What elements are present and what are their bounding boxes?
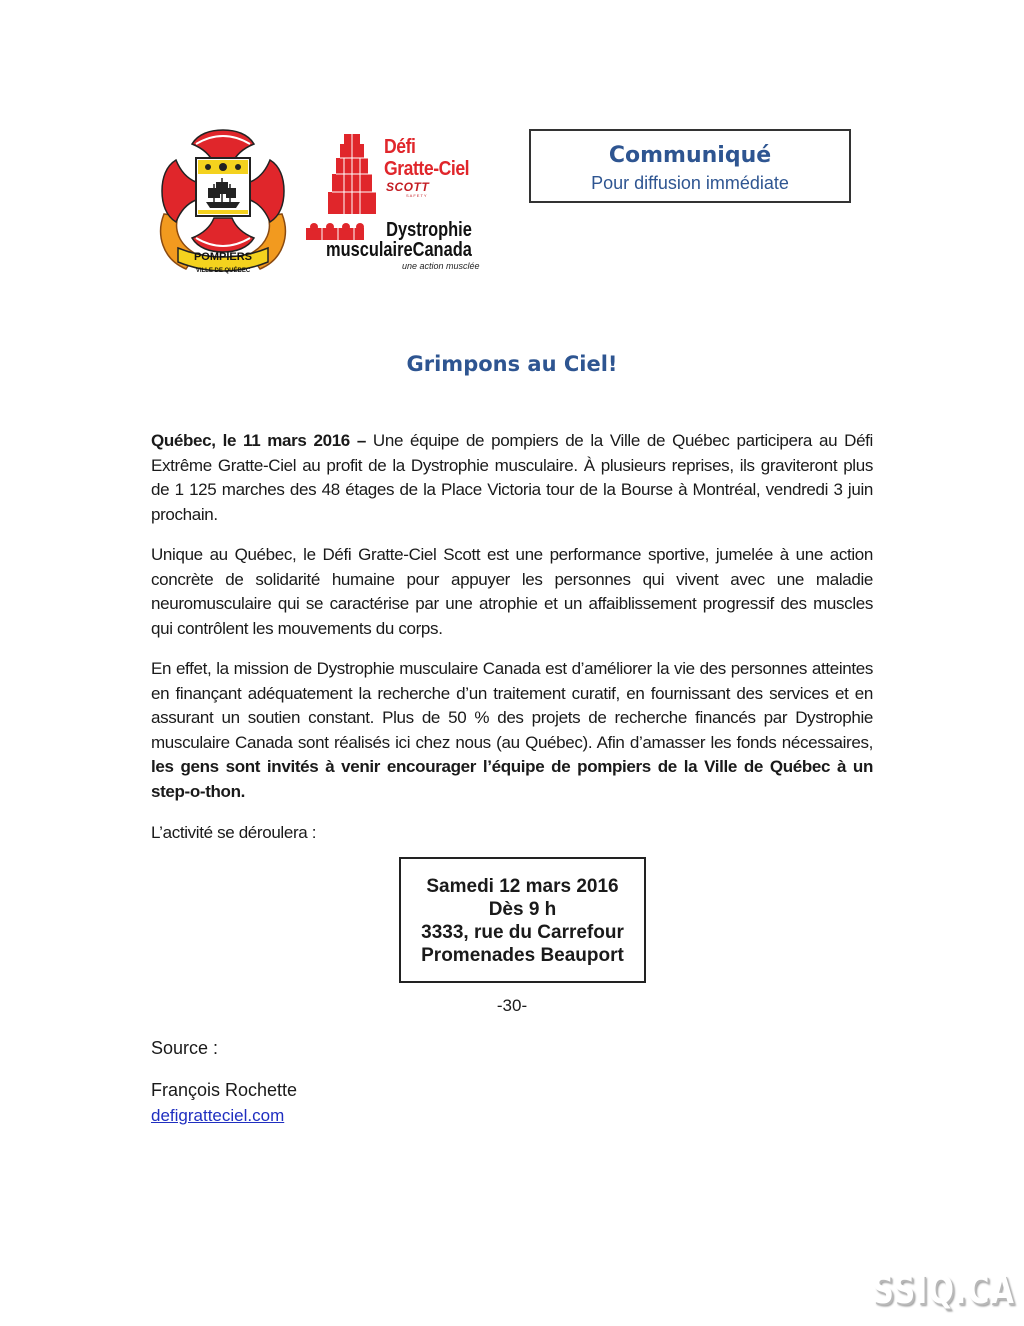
headline: Grimpons au Ciel! (406, 352, 618, 376)
event-details-box (399, 857, 646, 983)
paragraph-1-text: Une équipe de pompiers de la Ville de Québec participera au Défi Extrême Gratte-Ciel au profit de la Dystrophie musculaire. À plusieurs reprises, ils graviteront plus de 1 125 marches des 48 étages de la Place Victoria tour de la Bourse à Montréal, vendredi 3 juin prochain. (151, 431, 873, 524)
watermark: SSIQ.CA (872, 1268, 1015, 1312)
paragraph-3-bold: les gens sont invités à venir encourager l’équipe de pompiers de la Ville de Québec à un step-o-thon. (151, 757, 873, 801)
pompiers-banner-text: POMPIERS (193, 251, 253, 263)
source-name: François Rochette (151, 1080, 298, 1100)
paragraph-4: L’activité se déroulera : (151, 823, 317, 842)
pompiers-logo (156, 124, 290, 282)
scott-logo: SCOTT (386, 180, 430, 194)
fire-department-crest-icon (156, 124, 290, 282)
defi-line2: Gratte-Ciel (384, 158, 470, 180)
dystrophie-title (326, 220, 472, 260)
paragraph-2: Unique au Québec, le Défi Gratte-Ciel Scott est une performance sportive, jumelée à une action concrète de solidarité humaine pour appuyer les personnes qui vivent avec une maladie neuromusculaire qui se caractérise par une atrophie et un affaiblissement progressif des muscles qui contrôlent les mouvements du corps. (151, 545, 873, 638)
communique-title: Communiqué (608, 143, 772, 168)
event-time: Dès 9 h (488, 899, 557, 920)
event-address: 3333, rue du Carrefour (421, 922, 624, 943)
dmc-line1: Dystrophie (386, 219, 472, 241)
pompiers-banner-sub: VILLE DE QUÉBEC (195, 268, 251, 274)
defi-title (384, 136, 469, 180)
defi-line1: Défi (384, 136, 416, 158)
dateline: Québec, le 11 mars 2016 – (151, 431, 366, 450)
communique-box (529, 129, 851, 203)
event-date: Samedi 12 mars 2016 (426, 876, 619, 897)
source-link[interactable]: defigratteciel.com (151, 1106, 285, 1125)
defi-gratte-ciel-logo (306, 132, 486, 280)
dmc-line2: musculaireCanada (326, 239, 472, 261)
source-label: Source : (151, 1038, 219, 1058)
paragraph-1 (151, 429, 873, 527)
scott-sub: SAFETY (406, 193, 428, 198)
event-venue: Promenades Beauport (421, 945, 624, 966)
dmc-tagline: une action musclée (402, 261, 480, 271)
end-mark: -30- (496, 996, 528, 1015)
communique-subtitle: Pour diffusion immédiate (591, 173, 789, 193)
paragraph-3-text: En effet, la mission de Dystrophie musculaire Canada est d’améliorer la vie des personnes atteintes en finançant adéquatement la recherche d’un traitement curatif, en fournissant des services et en assurant un soutien constant. Plus de 50 % des projets de recherche financés par Dystrophie musculaire Canada sont réalisés ici chez nous (au Québec). Afin d’amasser les fonds nécessaires, (151, 659, 873, 752)
paragraph-3 (151, 657, 873, 804)
